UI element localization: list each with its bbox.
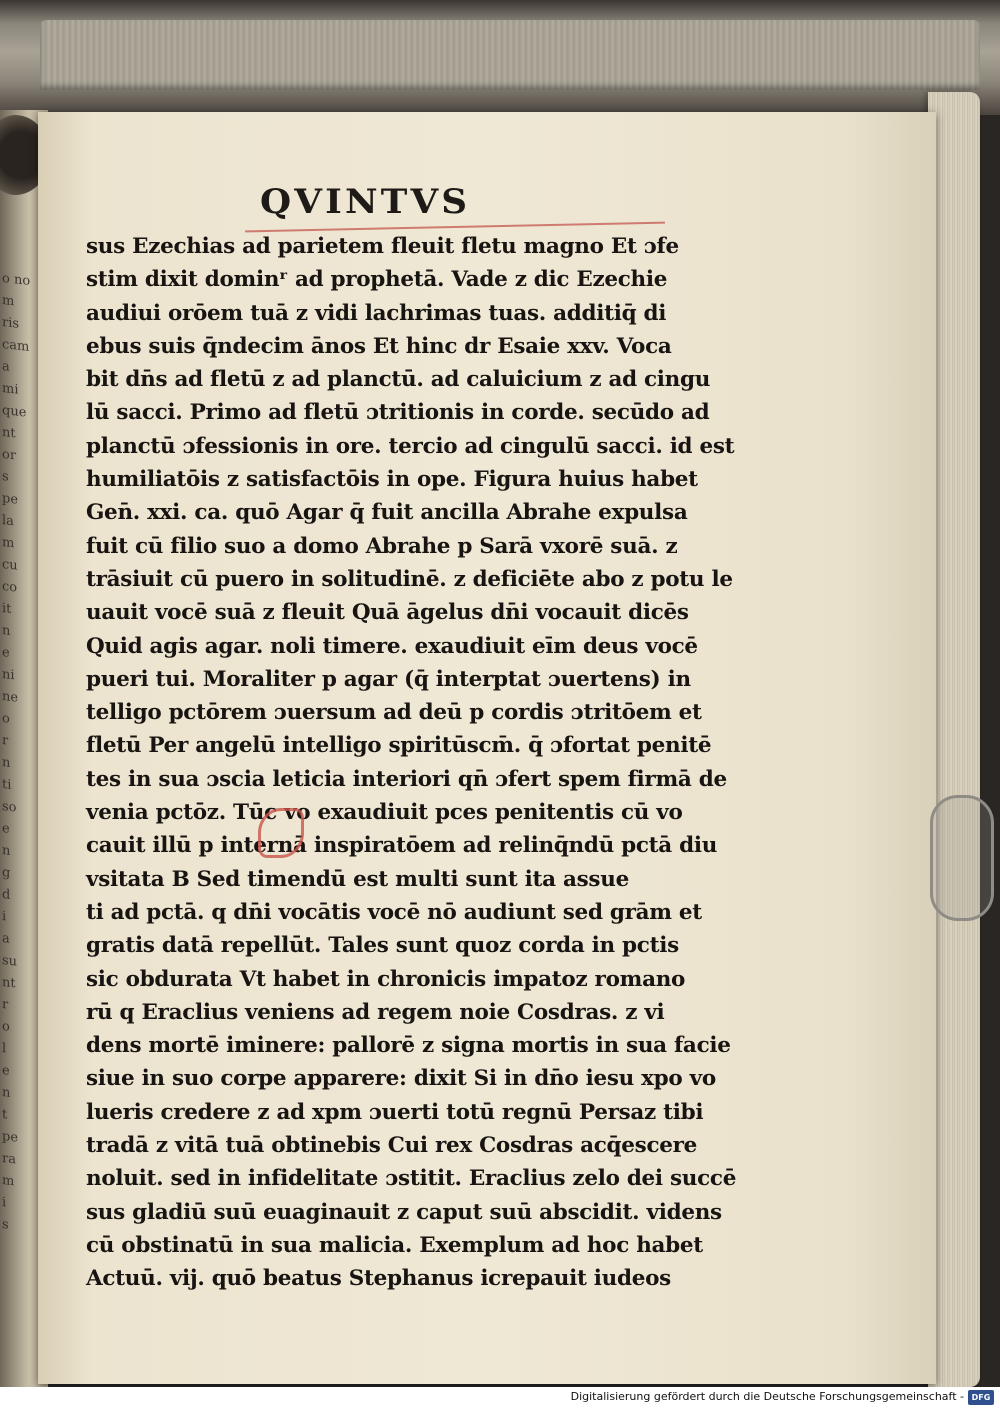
- text-line: cū obstinatū in sua malicia. Exemplum ad hoc habet: [86, 1232, 703, 1258]
- text-line: Quid agis agar. noli timere. exaudiuit eīm deus vocē: [86, 633, 698, 659]
- text-line: sus Ezechias ad parietem fleuit fletu magno Et ɔfe: [86, 234, 679, 259]
- text-line: rū q Eraclius veniens ad regem noie Cosdras. z vi: [86, 999, 665, 1025]
- text-line: sus gladiū suū euaginauit z caput suū abscidit. videns: [86, 1199, 722, 1225]
- text-line: uauit vocē suā z fleuit Quā āgelus dn̄i vocauit dicēs: [86, 600, 689, 626]
- text-line: planctū ɔfessionis in ore. tercio ad cingulū sacci. id est: [86, 433, 735, 459]
- rubric-initial-mark: [258, 808, 304, 858]
- book-top-pages: [40, 20, 980, 90]
- text-line: lueris credere z ad xpm ɔuerti totū regnū Persaz tibi: [86, 1099, 704, 1125]
- text-line: cauit illū p internā inspiratōem ad relinq̄ndū pctā diu: [86, 833, 718, 859]
- text-line: tradā z vitā tuā obtinebis Cui rex Cosdras acq̄escere: [86, 1133, 698, 1159]
- text-line: sic obdurata Vt habet in chronicis impatoz romano: [86, 966, 686, 992]
- text-line: Actuū. vij. quō beatus Stephanus icrepauit iudeos: [86, 1266, 671, 1292]
- text-column: [86, 230, 776, 1296]
- text-line: ti ad pctā. q dn̄i vocātis vocē nō audiunt sed grām et: [86, 899, 702, 925]
- text-line: lū sacci. Primo ad fletū ɔtritionis in corde. secūdo ad: [86, 400, 710, 426]
- credit-bar: [0, 1387, 1000, 1409]
- page-heading: QVINTVS: [260, 182, 471, 222]
- text-line: trāsiuit cū puero in solitudinē. z deficiēte abo z potu le: [86, 566, 733, 592]
- text-line: pueri tui. Moraliter p agar (q̄ interptat ɔuertens) in: [86, 666, 691, 692]
- book-clamp: [930, 795, 994, 921]
- text-line: telligo pctōrem ɔuersum ad deū p cordis ɔtritōem et: [86, 700, 702, 726]
- text-line: gratis datā repellūt. Tales sunt quoz corda in pctis: [86, 933, 679, 959]
- text-line: vsitata B Sed timendū est multi sunt ita assue: [86, 866, 629, 892]
- text-line: stim dixit dominʳ ad prophetā. Vade z dic Ezechie: [86, 267, 668, 293]
- text-line: ebus suis q̄ndecim ānos Et hinc dr Esaie xxv. Voca: [86, 333, 672, 359]
- text-line: noluit. sed in infidelitate ɔstitit. Eraclius zelo dei succē: [86, 1166, 737, 1192]
- text-line: siue in suo corpe apparere: dixit Si in dn̄o iesu xpo vo: [86, 1066, 716, 1092]
- dfg-logo-icon[interactable]: DFG: [968, 1390, 994, 1405]
- text-line: venia pctōz. Tūc vo exaudiuit pces penitentis cū vo: [86, 800, 683, 826]
- left-page-bleed-text: o no m ris cam a mi que nt or s pe la m cu co it n e ni ne o r n ti so e n g d i a su nt r o l e n t pe ra m i s: [2, 271, 31, 1233]
- book-top-edge: [0, 0, 1000, 115]
- text-line: fuit cū filio suo a domo Abrahe p Sarā vxorē suā. z: [86, 533, 678, 559]
- text-line: audiui orōem tuā z vidi lachrimas tuas. additiq̄ di: [86, 300, 667, 326]
- dfg-credit-text: Digitalisierung gefördert durch die Deutsche Forschungsgemeinschaft -: [570, 1390, 964, 1403]
- text-line: humiliatōis z satisfactōis in ope. Figura huius habet: [86, 467, 698, 493]
- text-line: fletū Per angelū intelligo spiritūscm̄. q̄ ɔfortat penitē: [86, 733, 712, 759]
- text-line: dens mortē iminere: pallorē z signa mortis in sua facie: [86, 1033, 731, 1059]
- text-line: bit dn̄s ad fletū z ad planctū. ad caluicium z ad cingu: [86, 367, 711, 393]
- text-line: tes in sua ɔscia leticia interiori qn̄ ɔfert spem firmā de: [86, 766, 727, 792]
- text-line: Gen̄. xxi. ca. quō Agar q̄ fuit ancilla Abrahe expulsa: [86, 500, 688, 526]
